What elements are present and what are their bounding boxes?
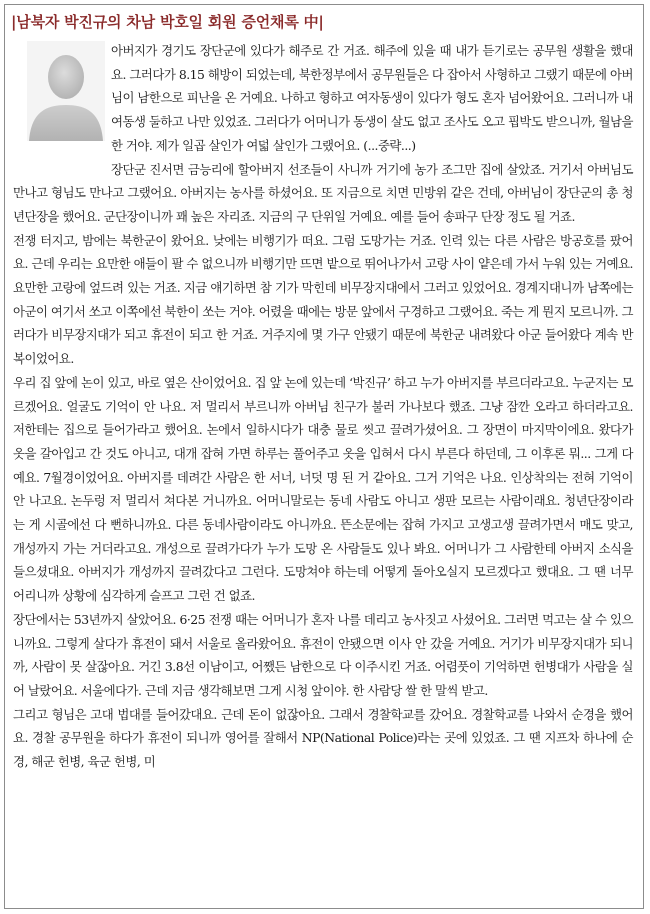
testimony-panel xyxy=(4,4,644,909)
paragraph: 그리고 형님은 고대 법대를 들어갔대요. 근데 돈이 없잖아요. 그래서 경찰학교를 갔어요. 경찰학교를 나와서 순경을 했어요. 경찰 공무원을 하다가 휴전이 되니까 영어를 잘해서 NP(National Police)라는 곳에 있었죠. 그 땐 지프차 하나에 순경, 해군 헌병, 육군 헌병, 미 xyxy=(13,706,633,770)
paragraph: 전쟁 터지고, 밤에는 북한군이 왔어요. 낮에는 비행기가 떠요. 그럼 도망가는 거죠. 인력 있는 다른 사람은 방공호를 팠어요. 근데 우리는 요만한 애들이 팔 수 없으니까 비행기만 뜨면 밭으로 뛰어나가서 고랑 사이 얕은데 가서 누워 있는 거예요. 요만한 고랑에 엎드려 있는 거죠. 지금 얘기하면 참 기가 막힌데 비무장지대에서 그러고 있었어요. 경계지대니까 남쪽에는 아군이 여기서 쏘고 이쪽에선 북한이 쏘는 거야. 어렸을 때에는 방문 앞에서 구경하고 그랬어요. 죽는 게 뭔지 모르니까. 그러다가 비무장지대가 되고 휴전이 되고 한 거죠. 거주지에 몇 가구 안됐기 때문에 북한군 내려왔다 아군 들어왔다 계속 반복이었어요. xyxy=(13,232,633,367)
testimony-body xyxy=(13,39,633,774)
paragraph: 우리 집 앞에 논이 있고, 바로 옆은 산이었어요. 집 앞 논에 있는데 ‘박진규’ 하고 누가 아버지를 부르더라고요. 누군지는 모르겠어요. 얼굴도 기억이 안 나요. 저 멀리서 부르니까 아버님 친구가 불러 가나보다 했죠. 그냥 잠깐 오라고 하더라고요. 저한테는 집으로 들어가라고 했어요. 논에서 일하시다가 대충 물로 씻고 끌려가셨어요. 그 장면이 마지막이에요. 왔다가 옷을 갈아입고 간 것도 아니고, 대개 잡혀 가면 하루는 풀어주고 옷을 입혀서 다시 부른다 하던데, 그 이후론 뭐... 그게 다예요. 7월경이었어요. 아버지를 데려간 사람은 한 서너, 너덧 명 된 거 같아요. 그거 기억은 나요. 인상착의는 전혀 기억이 안 나고요. 논두렁 저 멀리서 쳐다본 거니까요. 어머니말로는 동네 사람도 아니고 생판 모르는 사람이래요. 청년단장이라는 게 시골에선 다 뻔하니까요. 다른 동네사람이라도 아니까요. 뜬소문에는 잡혀 가지고 고생고생 끌려가면서 매도 맞고, 개성까지 가는 거더라고요. 개성으로 끌려가다가 누가 도망 온 사람들도 있나 봐요. 어머니가 그 사람한테 아버지 소식을 들으셨대요. 아버지가 개성까지 끌려갔다고 그런다. 도망쳐야 하는데 어떻게 돌아오실지 모르겠다고 했대요. 그 땐 너무 어리니까 상황에 심각하게 슬프고 그런 건 없죠. xyxy=(13,374,633,604)
paragraph: 장단군 진서면 금능리에 할아버지 선조들이 사니까 거기에 농가 조그만 집에 살았죠. 거기서 아버님도 만나고 형님도 만나고 그랬어요. 아버지는 농사를 하셨어요. 또 지금으로 치면 민방위 같은 건데, 아버님이 장단군의 총 청년단장을 했어요. 군단장이니까 꽤 높은 자리죠. 지금의 구 단위일 거예요. 예를 들어 송파구 단장 정도 될 거죠. xyxy=(13,161,633,224)
page-title: |남북자 박진규의 차남 박호일 회원 증언채록 中| xyxy=(11,13,324,31)
paragraph: 장단에서는 53년까지 살았어요. 6·25 전쟁 때는 어머니가 혼자 나를 데리고 농사짓고 사셨어요. 그러면 먹고는 살 수 있으니까요. 그렇게 살다가 휴전이 돼서 서울로 올라왔어요. 휴전이 안됐으면 이사 안 갔을 거예요. 거기가 비무장지대가 되니까, 사람이 못 살잖아요. 거긴 3.8선 이남이고, 어쨌든 남한으로 다 이주시킨 거죠. 어렴풋이 기억하면 헌병대가 사람을 실어 날랐어요. 서울에다가. 근데 지금 생각해보면 그게 시청 앞이야. 한 사람당 쌀 한 말씩 받고. xyxy=(13,611,633,698)
paragraph: 아버지가 경기도 장단군에 있다가 해주로 간 거죠. 해주에 있을 때 내가 듣기로는 공무원 생활을 했대요. 그러다가 8.15 해방이 되었는데, 북한정부에서 공무원들은 다 잡아서 사형하고 그랬기 때문에 아버님이 남한으로 피난을 온 거예요. 나하고 형하고 여자동생이 있다가 형도 혼자 넘어왔어요. 그러니까 내 여동생 둘하고 나만 있었죠. 그러다가 어머니가 동생이 살도 없고 조사도 오고 핍박도 받으니까, 월남을 한 거야. 제가 일곱 살인가 여덟 살인가 그랬어요. (...중략...) xyxy=(111,43,633,153)
